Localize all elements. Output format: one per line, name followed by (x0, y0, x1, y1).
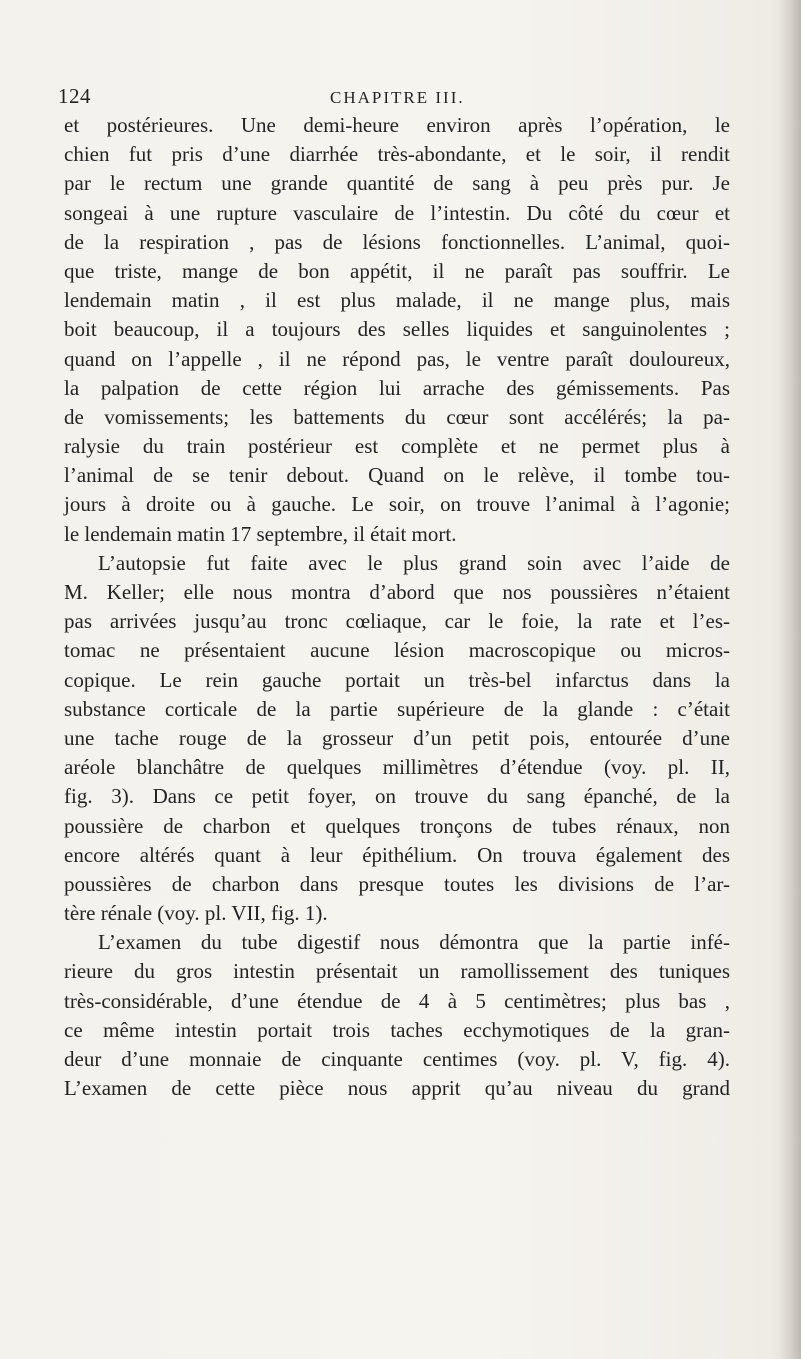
text-line: ralysie du train postérieur est complète et ne permet plus à (64, 434, 730, 459)
text-line: ce même intestin portait trois taches ecchymotiques de la gran- (64, 1017, 730, 1042)
text-line: de la respiration , pas de lésions fonctionnelles. L’animal, quoi- (64, 229, 730, 254)
text-line: poussières de charbon dans presque toutes les divisions de l’ar- (64, 871, 730, 896)
chapter-title: CHAPITRE III. (330, 88, 465, 107)
text-line: très-considérable, d’une étendue de 4 à 5 centimètres; plus bas , (64, 988, 730, 1013)
text-line: quand on l’appelle , il ne répond pas, le ventre paraît douloureux, (64, 346, 730, 371)
text-line: encore altérés quant à leur épithélium. On trouva également des (64, 842, 730, 867)
page-number: 124 (58, 84, 91, 108)
text-line: que triste, mange de bon appétit, il ne paraît pas souffrir. Le (64, 258, 730, 283)
text-line: poussière de charbon et quelques tronçons de tubes rénaux, non (64, 813, 730, 838)
text-line: jours à droite ou à gauche. Le soir, on trouve l’animal à l’agonie; (64, 492, 730, 517)
text-line: boit beaucoup, il a toujours des selles liquides et sanguinolentes ; (64, 317, 730, 342)
text-line: copique. Le rein gauche portait un très-bel infarctus dans la (64, 667, 730, 692)
body-text (64, 111, 730, 1103)
text-line: de vomissements; les battements du cœur sont accélérés; la pa- (64, 404, 730, 429)
text-line: une tache rouge de la grosseur d’un petit pois, entourée d’une (64, 725, 730, 750)
page-edge-shadow (779, 0, 801, 1359)
text-line: L’autopsie fut faite avec le plus grand soin avec l’aide de (98, 550, 730, 575)
text-line: lendemain matin , il est plus malade, il ne mange plus, mais (64, 288, 730, 313)
running-head (0, 84, 801, 114)
text-line: l’animal de se tenir debout. Quand on le relève, il tombe tou- (64, 463, 730, 488)
text-line: par le rectum une grande quantité de sang à peu près pur. Je (64, 171, 730, 196)
text-line: la palpation de cette région lui arrache des gémissements. Pas (64, 375, 730, 400)
text-line: rieure du gros intestin présentait un ramollissement des tuniques (64, 959, 730, 984)
text-line: tomac ne présentaient aucune lésion macroscopique ou micros- (64, 638, 730, 663)
text-line: L’examen du tube digestif nous démontra que la partie infé- (98, 930, 730, 955)
text-line: songeai à une rupture vasculaire de l’intestin. Du côté du cœur et (64, 200, 730, 225)
text-line: pas arrivées jusqu’au tronc cœliaque, car le foie, la rate et l’es- (64, 609, 730, 634)
text-line: chien fut pris d’une diarrhée très-abondante, et le soir, il rendit (64, 142, 730, 167)
text-line: substance corticale de la partie supérieure de la glande : c’était (64, 696, 730, 721)
text-line: tère rénale (voy. pl. VII, fig. 1). (64, 901, 328, 926)
text-line: le lendemain matin 17 septembre, il était mort. (64, 521, 457, 546)
text-line: L’examen de cette pièce nous apprit qu’au niveau du grand (64, 1076, 730, 1101)
text-line: M. Keller; elle nous montra d’abord que nos poussières n’étaient (64, 580, 730, 604)
text-line: deur d’une monnaie de cinquante centimes (voy. pl. V, fig. 4). (64, 1047, 730, 1071)
text-line: fig. 3). Dans ce petit foyer, on trouve du sang épanché, de la (64, 784, 730, 809)
text-line: et postérieures. Une demi-heure environ après l’opération, le (64, 113, 730, 137)
text-line: aréole blanchâtre de quelques millimètres d’étendue (voy. pl. II, (64, 755, 730, 780)
